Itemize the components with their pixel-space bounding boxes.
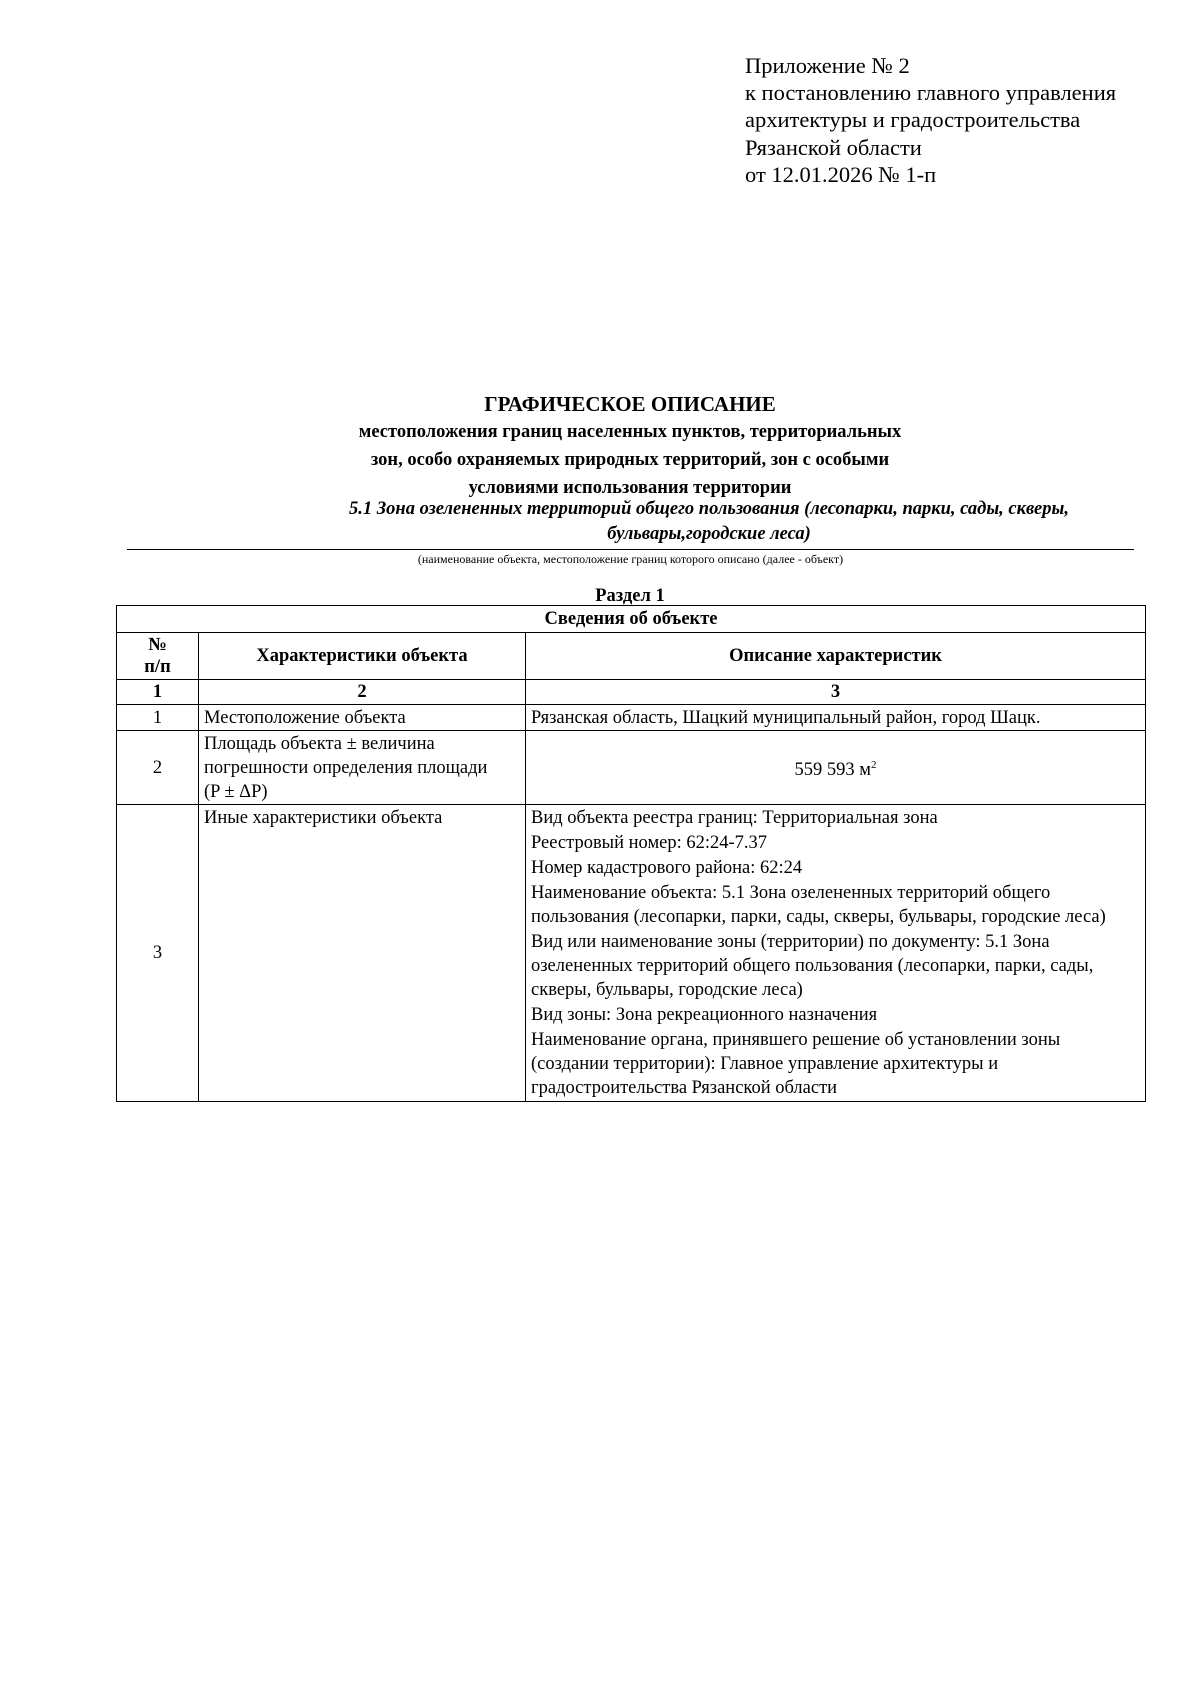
- object-name-line: бульвары,городские леса): [607, 524, 811, 544]
- appendix-line: архитектуры и градостроительства: [745, 107, 1081, 133]
- object-name-note: (наименование объекта, местоположение границ которого описано (далее - объект): [417, 552, 844, 566]
- table-row: [117, 805, 1146, 1102]
- column-header-number: [117, 633, 199, 680]
- column-header-description: Описание характеристик: [526, 633, 1146, 680]
- column-number: 1: [117, 680, 199, 705]
- table-caption: Сведения об объекте: [117, 606, 1146, 633]
- table-row: [117, 731, 1146, 805]
- column-header-number-line: №: [148, 635, 167, 655]
- appendix-header: [745, 52, 1116, 188]
- document-subtitle-line: местоположения границ населенных пунктов, территориальных: [358, 422, 902, 442]
- table-row: [117, 705, 1146, 731]
- row-description-list: [526, 805, 1146, 1102]
- description-item: Номер кадастрового района: 62:24: [531, 858, 803, 878]
- row-characteristic: Иные характеристики объекта: [199, 805, 526, 1102]
- document-subtitle-line: условиями использования территории: [468, 478, 792, 498]
- description-item: Вид или наименование зоны (территории) по документу: 5.1 Зона озелененных территорий общего пользования (лесопарки, парки, сады, скверы, бульвары, городские леса): [531, 932, 1094, 1000]
- area-value: 559 593 м: [794, 760, 871, 781]
- document-title: ГРАФИЧЕСКОЕ ОПИСАНИЕ: [484, 392, 776, 416]
- description-item: Реестровый номер: 62:24-7.37: [531, 833, 768, 853]
- appendix-line: Рязанской области: [745, 134, 922, 160]
- row-characteristic-line: (P ± ΔP): [204, 781, 268, 802]
- row-description: Рязанская область, Шацкий муниципальный район, город Шацк.: [526, 705, 1146, 731]
- row-number: 2: [117, 731, 199, 805]
- appendix-line: к постановлению главного управления: [745, 80, 1117, 106]
- object-info-table: [116, 605, 1146, 1102]
- column-number-row: [117, 680, 1146, 705]
- row-characteristic: Местоположение объекта: [199, 705, 526, 731]
- description-item: Вид зоны: Зона рекреационного назначения: [531, 1005, 878, 1025]
- appendix-line: от 12.01.2026 № 1-п: [745, 161, 937, 187]
- column-header-number-line: п/п: [144, 657, 171, 677]
- description-item: Вид объекта реестра границ: Территориальная зона: [531, 808, 938, 828]
- section-title: Раздел 1: [595, 586, 665, 606]
- column-header-characteristics: Характеристики объекта: [199, 633, 526, 680]
- column-number: 2: [199, 680, 526, 705]
- description-item: Наименование органа, принявшего решение об установлении зоны (создании территории): Главное управление архитектуры и градостроительства Рязанской области: [531, 1030, 1061, 1098]
- row-characteristic: [199, 731, 526, 805]
- row-number: 1: [117, 705, 199, 731]
- object-name-line: 5.1 Зона озелененных территорий общего пользования (лесопарки, парки, сады, скверы,: [349, 499, 1069, 519]
- row-characteristic-line: погрешности определения площади: [204, 757, 488, 778]
- area-unit-exponent: 2: [871, 758, 877, 771]
- description-item: Наименование объекта: 5.1 Зона озелененных территорий общего пользования (лесопарки, парки, сады, скверы, бульвары, городские леса): [531, 883, 1106, 927]
- object-name: [248, 497, 1170, 547]
- column-number: 3: [526, 680, 1146, 705]
- table-header-row: [117, 633, 1146, 680]
- object-name-underline: [127, 549, 1134, 550]
- row-area-value: [526, 731, 1146, 805]
- document-subtitle-line: зон, особо охраняемых природных территорий, зон с особыми: [370, 450, 890, 470]
- document-heading: [0, 390, 1200, 502]
- appendix-line: Приложение № 2: [745, 53, 910, 78]
- row-number: 3: [117, 805, 199, 1102]
- row-characteristic-line: Площадь объекта ± величина: [204, 733, 435, 754]
